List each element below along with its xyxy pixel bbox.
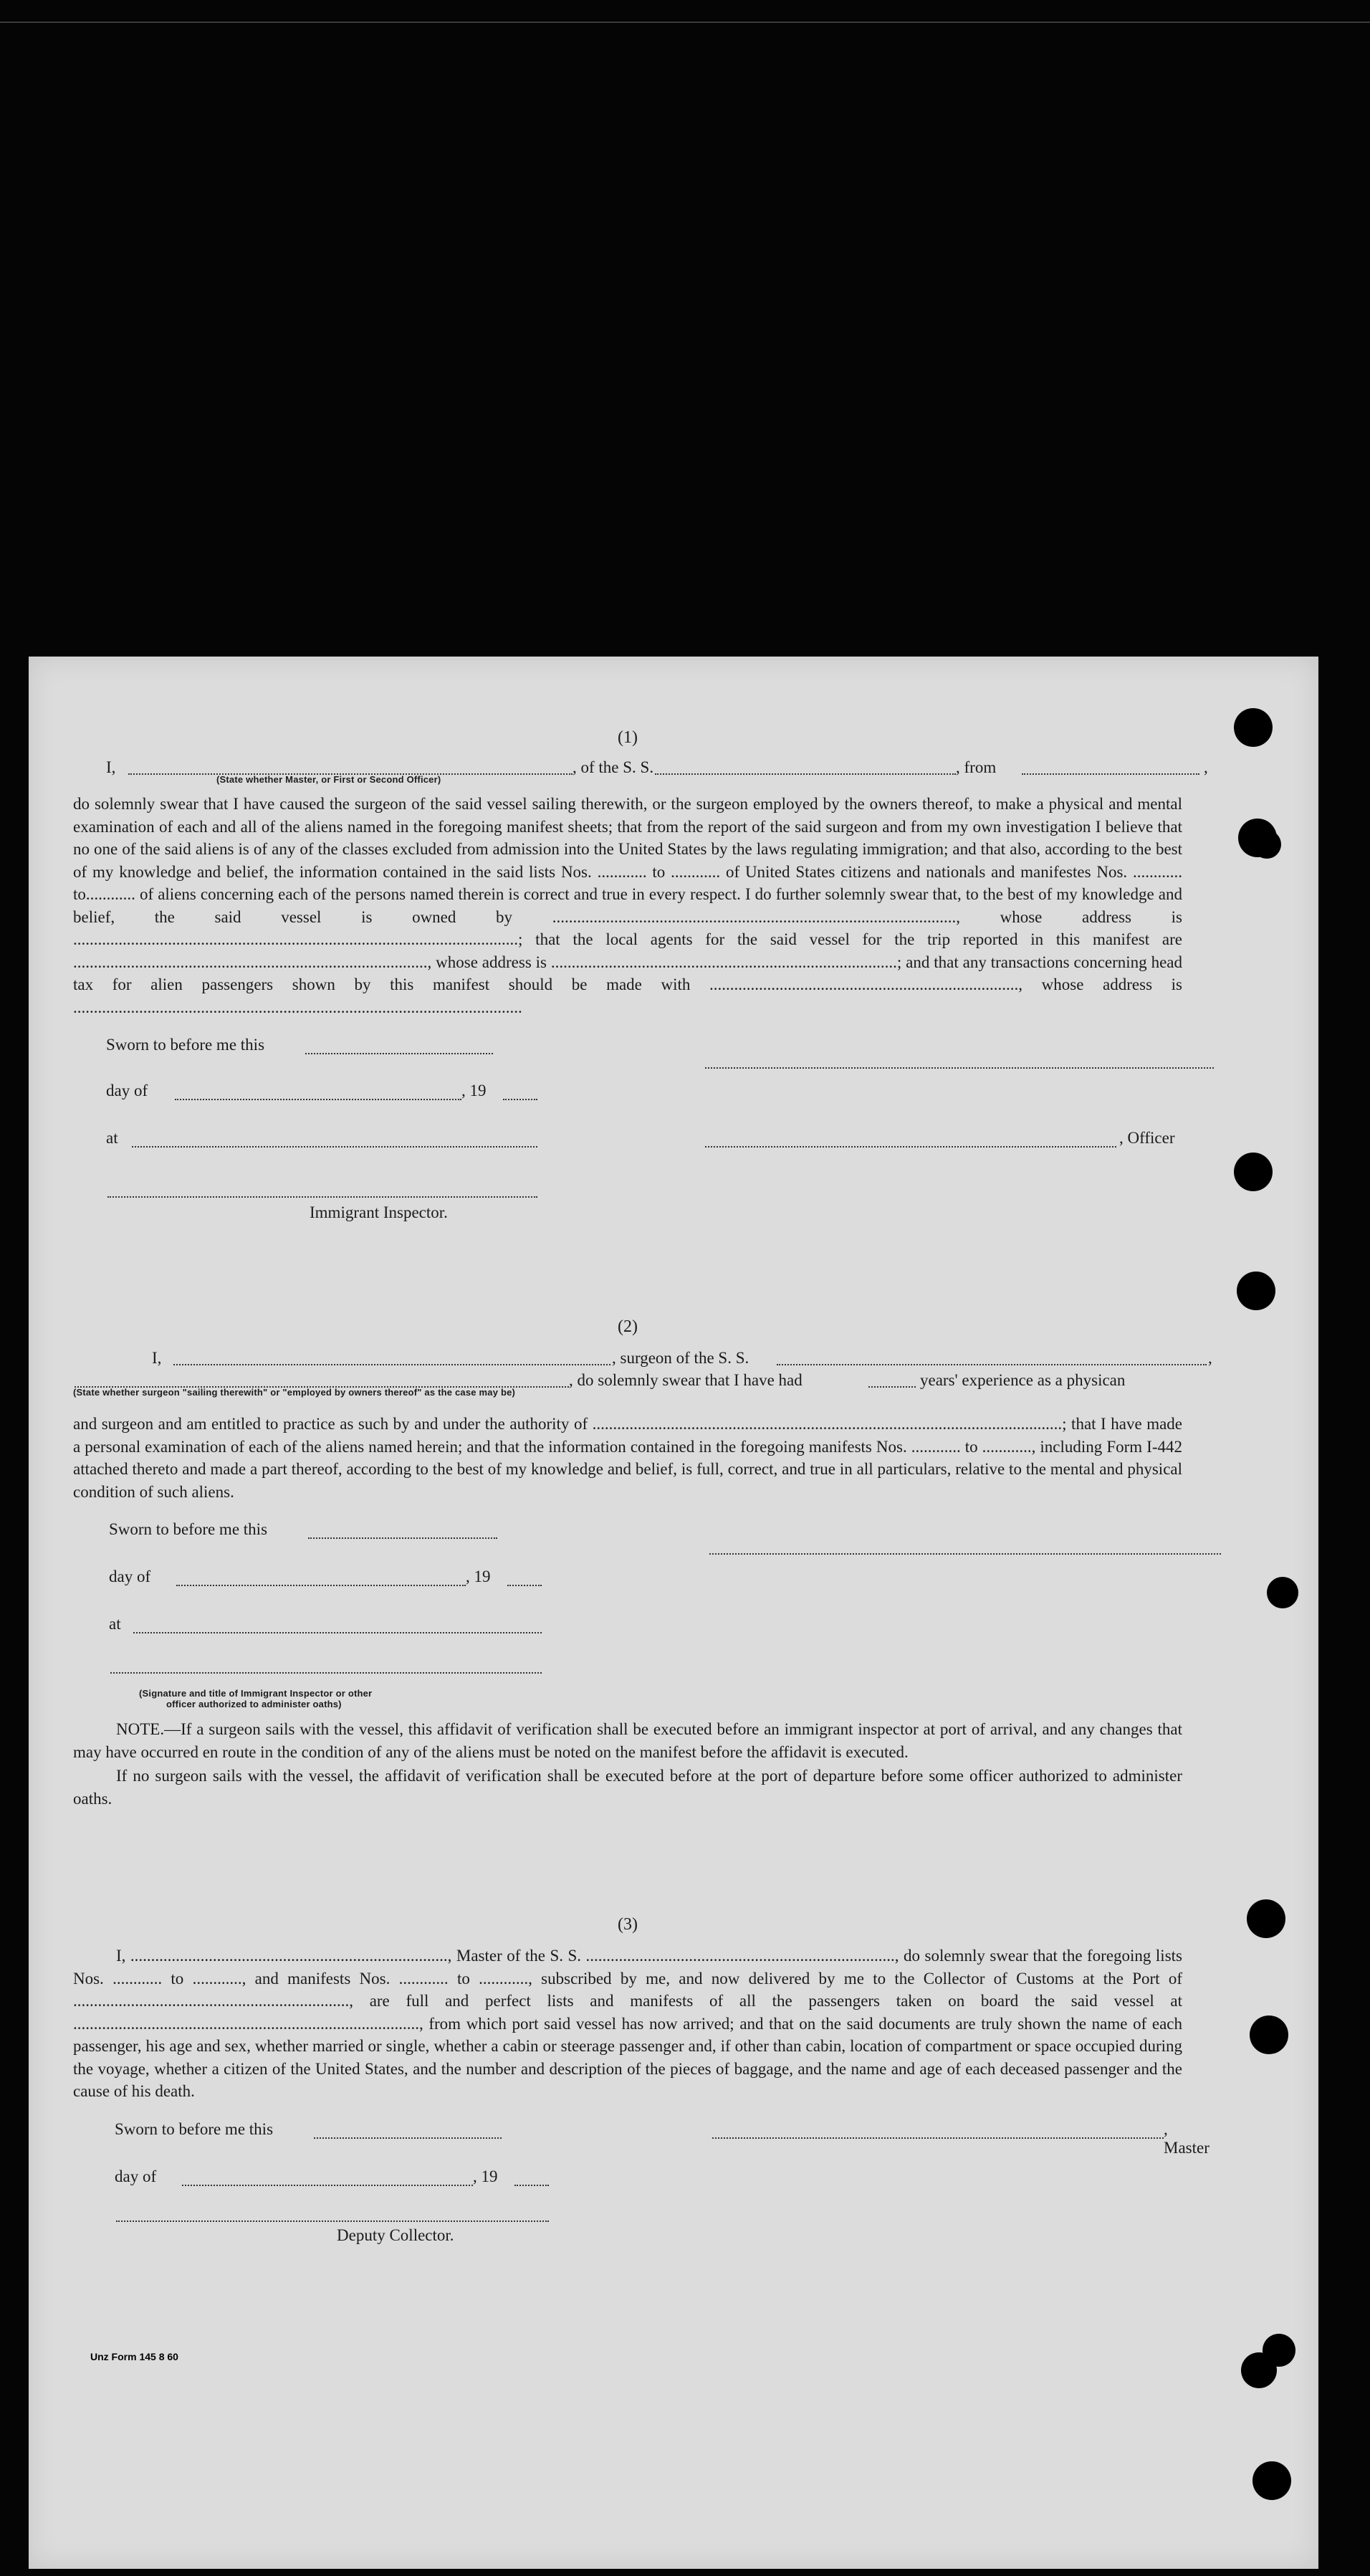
section-number: (3)	[618, 1915, 638, 1934]
binder-hole	[1252, 830, 1281, 859]
swear-label: , do solemnly swear that I have had	[569, 1371, 803, 1389]
place-blank[interactable]	[132, 1145, 537, 1148]
day-of-label: day of	[115, 2167, 157, 2185]
from-label: , from	[956, 758, 997, 776]
signature-blank[interactable]	[705, 1066, 1214, 1069]
signature-note-line-1: (Signature and title of Immigrant Inspector or other	[139, 1688, 373, 1699]
year-label: , 19	[466, 1568, 491, 1585]
master-signature-blank[interactable]	[712, 2136, 1164, 2139]
vessel-name-blank[interactable]	[777, 1363, 1207, 1365]
day-of-label: day of	[109, 1568, 151, 1585]
scan-top-edge	[0, 22, 1370, 23]
binder-hole	[1237, 1272, 1275, 1310]
sworn-date-blank[interactable]	[314, 2136, 502, 2139]
year-blank[interactable]	[514, 2183, 549, 2186]
surgeon-line	[73, 1347, 1212, 1369]
comma: ,	[1208, 1349, 1212, 1367]
collector-signature-blank[interactable]	[116, 2219, 549, 2222]
sworn-label: Sworn to before me this	[106, 1036, 265, 1054]
year-blank[interactable]	[503, 1097, 537, 1100]
sworn-label: Sworn to before me this	[109, 1520, 268, 1538]
binder-hole	[1252, 2461, 1291, 2500]
year-label: , 19	[461, 1082, 487, 1099]
experience-label: years' experience as a physican	[920, 1371, 1126, 1389]
inspector-label: Immigrant Inspector.	[310, 1203, 448, 1221]
officer-rank-note: (State whether Master, or First or Second Officer)	[216, 774, 441, 785]
pronoun-label: I,	[152, 1349, 162, 1367]
comma: ,	[1204, 758, 1208, 776]
manifest-affidavit-page	[29, 657, 1318, 2569]
month-blank[interactable]	[176, 1583, 466, 1586]
binder-hole	[1267, 1577, 1298, 1608]
binder-hole	[1247, 1899, 1285, 1938]
at-label: at	[109, 1615, 121, 1633]
note-no-surgeon: If no surgeon sails with the vessel, the affidavit of verification shall be executed before at the port of departure before some officer authorized to administer oaths.	[73, 1767, 1182, 1808]
inspector-signature-blank[interactable]	[110, 1671, 542, 1674]
section-3-oath-text: I, ............................................................................., Master of the S. S. ..........................................................................., do solemnly swear that the foregoing lists Nos. ............ to ............, and manifests Nos. ............ to ............, subscribed by me, and now delivered by me to the Collector of Customs at the Port of ..................................................................., are full and perfect lists and manifests of all the passengers taken on board the said vessel at ...................................................................................., from which port said vessel has now arrived; and that on the said documents are truly shown the name of each passenger, his age and sex, whether married or single, whether a cabin or steerage passenger and, if other than cabin, location of compartment or space occupied during the voyage, whether a citizen of the United States, and the number and description of the pieces of baggage, and the name and age of each deceased passenger and the cause of his death.	[73, 1947, 1182, 2100]
place-blank[interactable]	[133, 1631, 542, 1633]
surgeon-signature-blank[interactable]	[709, 1552, 1221, 1555]
month-blank[interactable]	[175, 1097, 461, 1100]
month-blank[interactable]	[182, 2183, 473, 2186]
signature-note-line-2: officer authorized to administer oaths)	[166, 1699, 342, 1709]
note-surgeon-sails: NOTE.—If a surgeon sails with the vessel, this affidavit of verification shall be executed before an immigrant inspector at port of arrival, and any changes that may have occurred en route in the condition of any of the aliens must be noted on the manifest before the affidavit is executed.	[73, 1720, 1182, 1761]
sworn-date-blank[interactable]	[305, 1051, 493, 1054]
binder-hole	[1234, 708, 1273, 747]
section-2-signature-block	[73, 1520, 1182, 1692]
year-label: , 19	[473, 2167, 498, 2185]
section-number: (1)	[618, 728, 638, 747]
section-1-oath-text: do solemnly swear that I have caused the surgeon of the said vessel sailing therewith, or the surgeon employed by the owners thereof, to make a physical and mental examination of each and all of the aliens named in the foregoing manifest sheets; that from the report of the said surgeon and from my own investigation I believe that no one of the said aliens is of any of the classes excluded from admission into the United States by the laws regulating immigration; and that also, according to the best of my knowledge and belief, the information contained in the said lists Nos. ............ to ............ of United States citizens and nationals and manifestes Nos. ............ to............ of aliens concerning each of the persons named therein is correct and true in every respect. I do further solemnly swear that, to the best of my knowledge and belief, the said vessel is owned by .................................................................................................., whose address is ............................................................................................................; that the local agents for the said vessel for the trip reported in this manifest are ......................................................................................, whose address is ....................................................................................; and that any transactions concerning head tax for alien passengers shown by this manifest should be made with ..........................................................................., whose address is .............................................................................................................	[73, 795, 1182, 1016]
form-number: Unz Form 145 8 60	[90, 2351, 178, 2362]
section-2-oath-text: and surgeon and am entitled to practice as such by and under the authority of ..................................................................................................................; that I have made a personal examination of each of the aliens named herein; and that the information contained in the foregoing manifests Nos. ............ to ............, including Form I-442 attached thereto and made a part thereof, according to the best of my knowledge and belief, is full, correct, and true in all particulars, relative to the mental and physical condition of such aliens.	[73, 1415, 1182, 1501]
of-ss-label: , of the S. S.	[573, 758, 654, 776]
section-1-signature-block	[73, 1036, 1182, 1265]
master-label: , Master	[1164, 2119, 1209, 2157]
officer-signature-blank[interactable]	[705, 1145, 1116, 1148]
section-1-master-oath	[73, 728, 1208, 1265]
inspector-signature-blank[interactable]	[107, 1195, 537, 1198]
section-3-signature-block	[73, 2119, 1209, 2263]
officer-label: , Officer	[1119, 1129, 1175, 1147]
section-number: (2)	[618, 1317, 638, 1336]
section-3-master-lists-oath	[73, 1915, 1209, 2263]
binder-hole	[1250, 2016, 1288, 2054]
surgeon-name-blank[interactable]	[173, 1363, 610, 1365]
year-blank[interactable]	[507, 1583, 542, 1586]
sworn-date-blank[interactable]	[308, 1536, 497, 1539]
binder-hole	[1241, 2352, 1277, 2388]
binder-hole	[1234, 1153, 1273, 1191]
at-label: at	[106, 1129, 118, 1147]
deputy-collector-label: Deputy Collector.	[337, 2226, 454, 2244]
section-2-surgeon-oath	[73, 1317, 1212, 1810]
day-of-label: day of	[106, 1082, 148, 1099]
sworn-label: Sworn to before me this	[115, 2119, 274, 2138]
surgeon-of-ss-label: , surgeon of the S. S.	[612, 1349, 749, 1367]
surgeon-status-note: (State whether surgeon "sailing therewith" or "employed by owners thereof" as the case may be)	[73, 1387, 516, 1398]
pronoun-label: I,	[106, 758, 116, 776]
